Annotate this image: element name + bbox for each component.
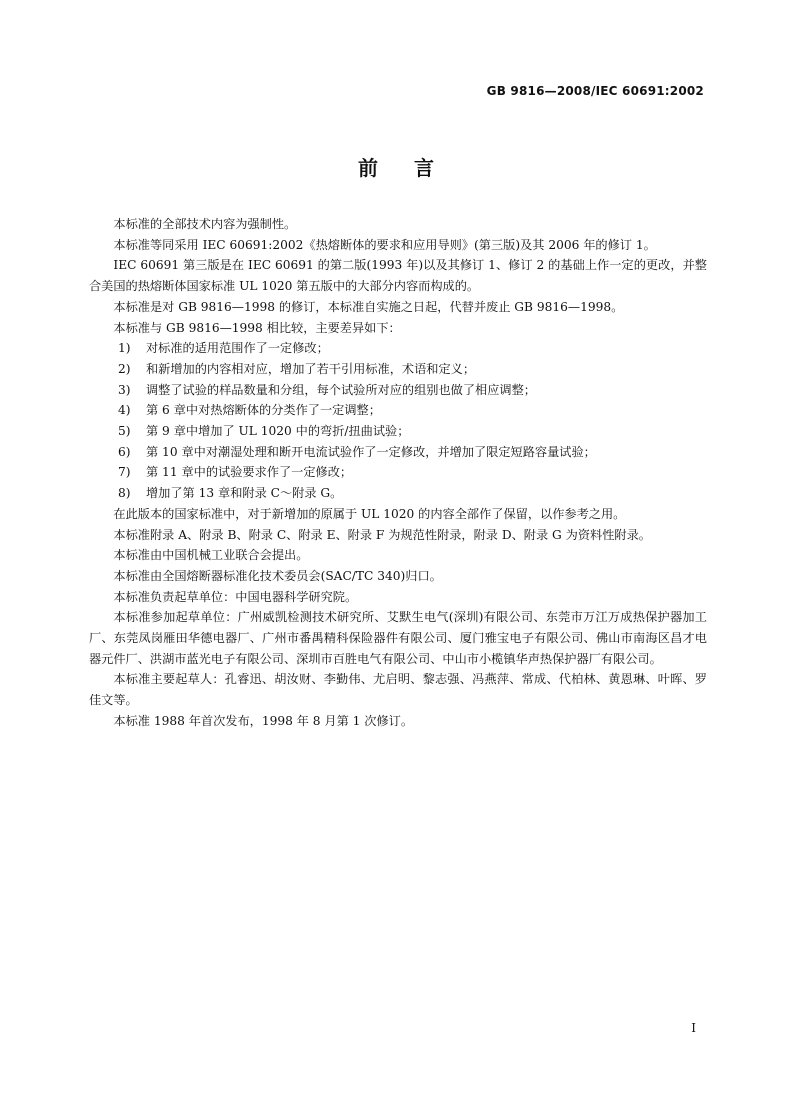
paragraph: 本标准等同采用 IEC 60691:2002《热熔断体的要求和应用导则》(第三版)及其 2006 年的修订 1。 <box>113 237 656 252</box>
list-item-number: 7) <box>118 465 131 480</box>
foreword-body <box>89 214 707 732</box>
list-item-text: 增加了第 13 章和附录 C～附录 G。 <box>146 486 343 501</box>
list-item <box>89 483 707 504</box>
paragraph: 本标准附录 A、附录 B、附录 C、附录 E、附录 F 为规范性附录，附录 D、附录 G 为资料性附录。 <box>113 527 651 542</box>
list-item-text: 第 6 章中对热熔断体的分类作了一定调整； <box>146 403 381 418</box>
list-item-number: 5) <box>118 424 131 439</box>
paragraph: 本标准由全国熔断器标准化技术委员会(SAC/TC 340)归口。 <box>113 568 442 583</box>
list-item <box>89 421 707 442</box>
list-item-number: 8) <box>118 486 131 501</box>
paragraph: 本标准由中国机械工业联合会提出。 <box>113 548 309 563</box>
list-item-text: 第 10 章中对潮湿处理和断开电流试验作了一定修改，并增加了限定短路容量试验； <box>146 444 596 459</box>
list-item <box>89 380 707 401</box>
paragraph: 本标准 1988 年首次发布，1998 年 8 月第 1 次修订。 <box>113 713 414 728</box>
paragraph: 本标准与 GB 9816—1998 相比较，主要差异如下： <box>113 320 401 335</box>
paragraph: 本标准参加起草单位：广州威凯检测技术研究所、艾默生电气(深圳)有限公司、东莞市万江万成热保护器加工厂、东莞凤岗雁田华德电器厂、广州市番禺精科保险器件有限公司、厦门雅宝电子有限公司、佛山市南海区昌才电器元件厂、洪湖市蓝光电子有限公司、深圳市百胜电气有限公司、中山市小榄镇华声热保护器厂有限公司。 <box>89 610 707 666</box>
list-item <box>89 400 707 421</box>
list-item-number: 6) <box>118 444 131 459</box>
list-item-number: 4) <box>118 403 131 418</box>
list-item <box>89 462 707 483</box>
list-item <box>89 338 707 359</box>
paragraph: 本标准主要起草人：孔睿迅、胡汝财、李勤伟、尤启明、黎志强、冯燕萍、常成、代柏林、黄恩琳、叶晖、罗佳文等。 <box>89 672 707 708</box>
paragraph: 本标准的全部技术内容为强制性。 <box>113 217 297 231</box>
list-item-number: 1) <box>118 341 131 356</box>
list-item-number: 3) <box>118 382 131 397</box>
list-item-text: 对标准的适用范围作了一定修改； <box>146 341 329 356</box>
page-title: 前言 <box>358 156 470 180</box>
list-item-text: 和新增加的内容相对应，增加了若干引用标准，术语和定义； <box>146 361 476 376</box>
list-item-text: 第 11 章中的试验要求作了一定修改； <box>146 465 353 480</box>
paragraph: 本标准是对 GB 9816—1998 的修订，本标准自实施之日起，代替并废止 GB 9816—1998。 <box>113 299 624 314</box>
list-item <box>89 442 707 463</box>
paragraph: IEC 60691 第三版是在 IEC 60691 的第二版(1993 年)以及其修订 1、修订 2 的基础上作一定的更改，并整合美国的热熔断体国家标准 UL 1020 第五版中的大部分内容而构成的。 <box>89 258 707 294</box>
paragraph: 本标准负责起草单位：中国电器科学研究院。 <box>113 589 358 604</box>
list-item-text: 第 9 章中增加了 UL 1020 中的弯折/扭曲试验； <box>146 424 410 439</box>
page-number: I <box>691 1021 696 1035</box>
paragraph: 在此版本的国家标准中，对于新增加的原属于 UL 1020 的内容全部作了保留，以作参考之用。 <box>113 506 626 521</box>
list-item <box>89 359 707 380</box>
list-item-text: 调整了试验的样品数量和分组，每个试验所对应的组别也做了相应调整； <box>146 382 536 397</box>
changes-list <box>89 338 707 504</box>
list-item-number: 2) <box>118 361 131 376</box>
standard-code-header: GB 9816—2008/IEC 60691:2002 <box>486 84 704 98</box>
